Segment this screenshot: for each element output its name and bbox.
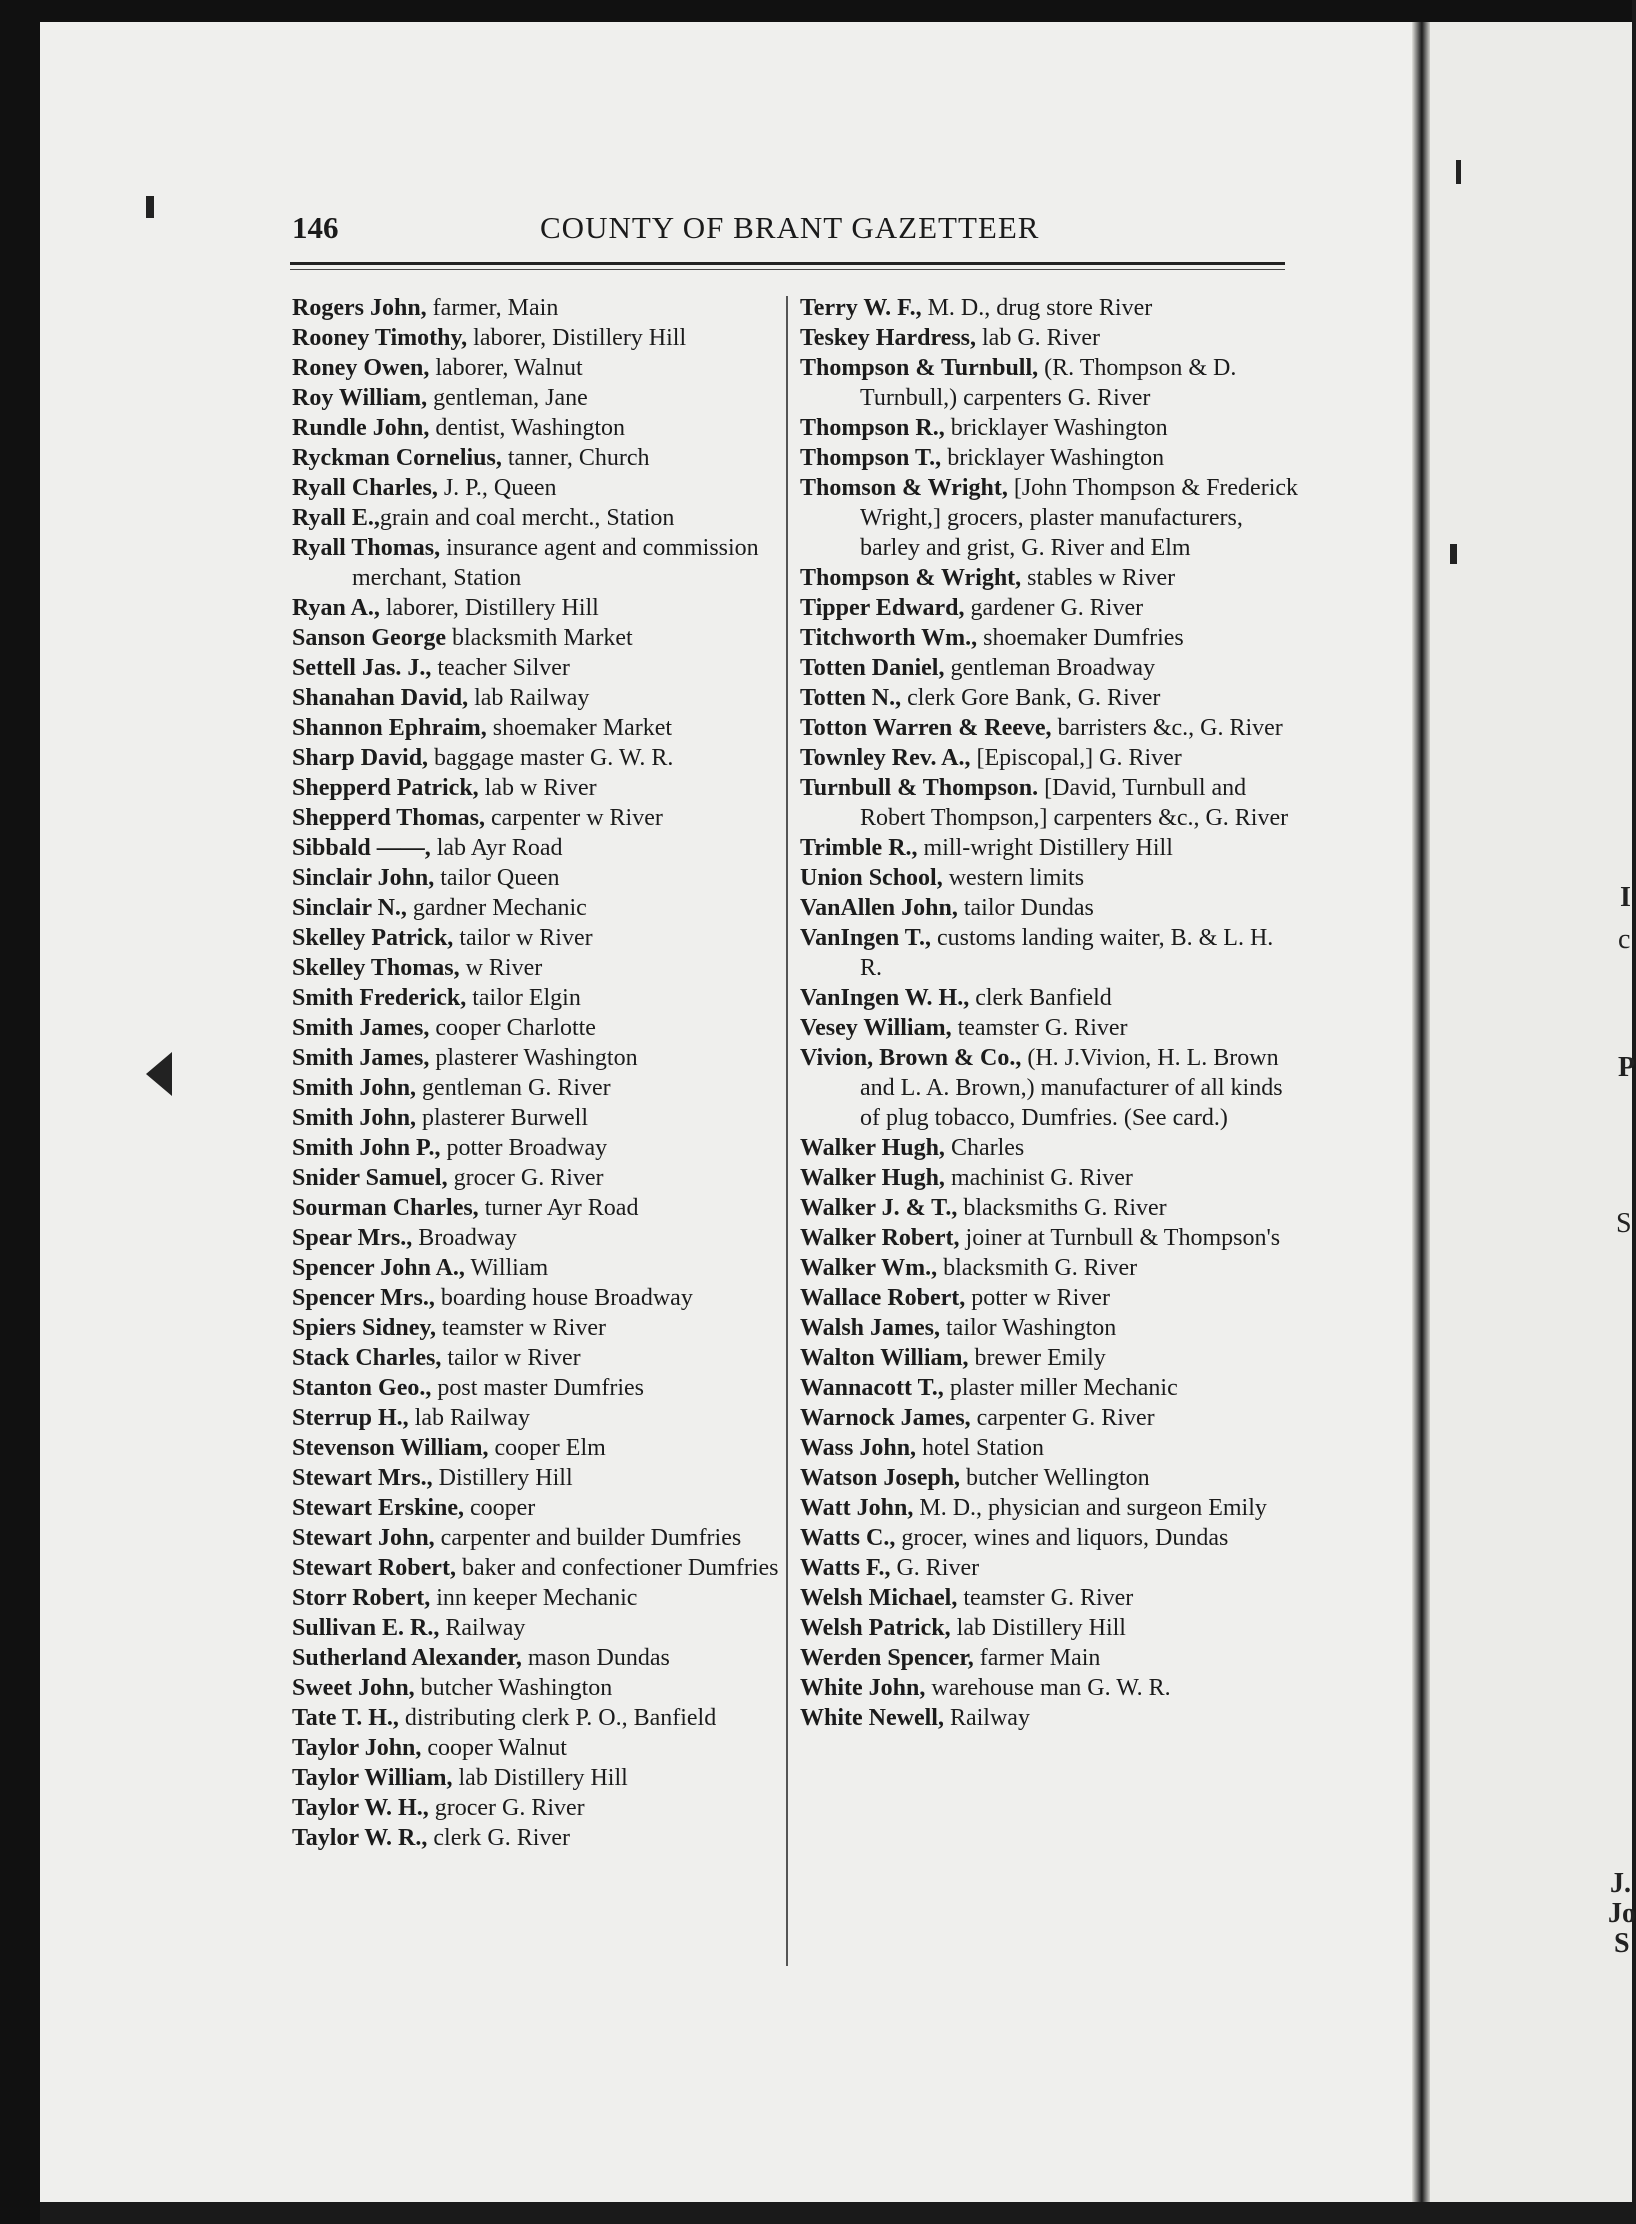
directory-entry: [800, 1343, 1300, 1373]
directory-entry: [292, 1163, 792, 1193]
directory-entry: [800, 743, 1300, 773]
directory-entry: [800, 1643, 1300, 1673]
directory-entry: [800, 923, 1300, 983]
facing-page-fragment: Jo: [1608, 1898, 1636, 1929]
directory-entry: [292, 1613, 792, 1643]
directory-entry: [292, 1013, 792, 1043]
entry-details: farmer, Main: [426, 295, 559, 321]
directory-entry: [292, 1793, 792, 1823]
directory-entry: [800, 1283, 1300, 1313]
entry-details: brewer Emily: [968, 1345, 1106, 1371]
entry-details: clerk Gore Bank, G. River: [901, 685, 1161, 711]
entry-details: dentist, Washington: [429, 415, 626, 441]
directory-entry: [292, 1463, 792, 1493]
entry-name: Snider Samuel,: [292, 1165, 448, 1191]
entry-name: Walton William,: [800, 1345, 969, 1371]
entry-details: laborer, Distillery Hill: [467, 325, 687, 351]
directory-entry: [292, 1073, 792, 1103]
entry-name: Thomson & Wright,: [800, 475, 1008, 501]
entry-details: [Episcopal,] G. River: [970, 745, 1182, 771]
entry-details: cooper Walnut: [421, 1735, 567, 1761]
entry-details: tailor w River: [441, 1345, 581, 1371]
directory-entry: [800, 863, 1300, 893]
entry-details: grocer, wines and liquors, Dundas: [895, 1525, 1229, 1551]
entry-details: stables w River: [1021, 565, 1176, 591]
directory-entry: [292, 713, 792, 743]
entry-details: turner Ayr Road: [478, 1195, 639, 1221]
directory-entry: [292, 653, 792, 683]
directory-entry: [800, 1373, 1300, 1403]
entry-name: Sterrup H.,: [292, 1405, 409, 1431]
directory-column-right: [800, 293, 1300, 1733]
directory-entry: [292, 803, 792, 833]
entry-details: teamster w River: [436, 1315, 606, 1341]
entry-details: blacksmith Market: [446, 625, 633, 651]
entry-details: plaster miller Mechanic: [943, 1375, 1178, 1401]
directory-entry: [292, 1523, 792, 1553]
entry-name: Walker Hugh,: [800, 1135, 945, 1161]
directory-entry: [800, 413, 1300, 443]
entry-name: Spencer John A.,: [292, 1255, 465, 1281]
entry-name: Shannon Ephraim,: [292, 715, 487, 741]
entry-name: Sharp David,: [292, 745, 429, 771]
entry-name: Walker Hugh,: [800, 1165, 945, 1191]
directory-entry: [292, 353, 792, 383]
entry-name: Roney Owen,: [292, 355, 430, 381]
entry-name: Smith Frederick,: [292, 985, 467, 1011]
directory-entry: [800, 1703, 1300, 1733]
directory-entry: [800, 1613, 1300, 1643]
directory-entry: [292, 1433, 792, 1463]
directory-entry: [800, 293, 1300, 323]
entry-name: Totten Daniel,: [800, 655, 945, 681]
entry-details: western limits: [942, 865, 1085, 891]
entry-details: teamster G. River: [957, 1585, 1134, 1611]
entry-name: Spear Mrs.,: [292, 1225, 413, 1251]
facing-page-sliver: [1430, 22, 1636, 2202]
entry-name: Thompson T.,: [800, 445, 942, 471]
entry-name: Shepperd Patrick,: [292, 775, 479, 801]
entry-details: M. D., physician and surgeon Emily: [913, 1495, 1267, 1521]
entry-name: Stanton Geo.,: [292, 1375, 432, 1401]
entry-name: White Newell,: [800, 1705, 944, 1731]
entry-details: butcher Wellington: [960, 1465, 1150, 1491]
directory-entry: [292, 383, 792, 413]
entry-details: grocer G. River: [447, 1165, 604, 1191]
entry-name: Roy William,: [292, 385, 428, 411]
entry-name: Terry W. F.,: [800, 295, 922, 321]
entry-name: Wallace Robert,: [800, 1285, 966, 1311]
entry-details: Railway: [439, 1615, 526, 1641]
entry-details: inn keeper Mechanic: [430, 1585, 638, 1611]
entry-details: insurance agent and commission merchant, Station: [352, 535, 759, 591]
entry-name: White John,: [800, 1675, 926, 1701]
entry-details: tailor Queen: [434, 865, 560, 891]
scan-speck: [1456, 160, 1461, 184]
entry-details: Distillery Hill: [432, 1465, 573, 1491]
entry-details: gentleman, Jane: [427, 385, 588, 411]
entry-details: lab w River: [478, 775, 597, 801]
entry-name: Sanson George: [292, 625, 447, 651]
facing-page-fragment: P: [1618, 1052, 1636, 1083]
directory-entry: [292, 773, 792, 803]
entry-name: Vesey William,: [800, 1015, 952, 1041]
entry-details: mill-wright Distillery Hill: [917, 835, 1173, 861]
entry-name: Warnock James,: [800, 1405, 971, 1431]
facing-page-fragment: c: [1618, 924, 1631, 955]
directory-entry: [292, 743, 792, 773]
directory-entry: [292, 293, 792, 323]
entry-details: bricklayer Washington: [944, 415, 1168, 441]
entry-name: Smith John,: [292, 1075, 417, 1101]
entry-name: Walker Wm.,: [800, 1255, 938, 1281]
entry-name: Trimble R.,: [800, 835, 918, 861]
entry-name: Sutherland Alexander,: [292, 1645, 522, 1671]
entry-name: VanIngen T.,: [800, 925, 931, 951]
entry-details: G. River: [890, 1555, 980, 1581]
entry-name: Ryall Thomas,: [292, 535, 441, 561]
entry-details: cooper Elm: [488, 1435, 606, 1461]
entry-name: Stewart Erskine,: [292, 1495, 464, 1521]
entry-details: barristers &c., G. River: [1051, 715, 1283, 741]
entry-name: Watts C.,: [800, 1525, 896, 1551]
entry-details: baker and confectioner Dumfries: [455, 1555, 779, 1581]
entry-name: Sourman Charles,: [292, 1195, 479, 1221]
entry-details: farmer Main: [973, 1645, 1101, 1671]
entry-details: gardener G. River: [964, 595, 1144, 621]
entry-name: VanIngen W. H.,: [800, 985, 970, 1011]
entry-name: Spencer Mrs.,: [292, 1285, 435, 1311]
entry-name: Totton Warren & Reeve,: [800, 715, 1052, 741]
entry-details: plasterer Burwell: [416, 1105, 588, 1131]
entry-name: Sweet John,: [292, 1675, 415, 1701]
entry-details: gentleman G. River: [416, 1075, 611, 1101]
facing-page-fragment: J.: [1610, 1868, 1631, 1899]
entry-details: [John Thompson & Frederick Wright,] grocers, plaster manufacturers, barley and grist, G. River and Elm: [860, 475, 1299, 561]
entry-name: Spiers Sidney,: [292, 1315, 437, 1341]
directory-entry: [292, 443, 792, 473]
entry-name: Werden Spencer,: [800, 1645, 974, 1671]
entry-name: Ryall E.,: [292, 505, 380, 531]
entry-name: Thompson R.,: [800, 415, 945, 441]
entry-details: cooper Charlotte: [429, 1015, 596, 1041]
directory-entry: [292, 533, 792, 593]
directory-entry: [800, 1403, 1300, 1433]
directory-entry: [800, 773, 1300, 833]
entry-details: Railway: [943, 1705, 1030, 1731]
entry-details: lab Distillery Hill: [950, 1615, 1126, 1641]
directory-entry: [800, 1463, 1300, 1493]
entry-details: tailor Elgin: [466, 985, 581, 1011]
entry-name: Smith John P.,: [292, 1135, 441, 1161]
directory-entry: [800, 893, 1300, 923]
entry-details: lab Ayr Road: [430, 835, 563, 861]
entry-name: Smith John,: [292, 1105, 417, 1131]
directory-entry: [800, 1493, 1300, 1523]
directory-entry: [800, 1553, 1300, 1583]
column-divider: [786, 296, 788, 1966]
entry-name: Townley Rev. A.,: [800, 745, 971, 771]
entry-name: Walsh James,: [800, 1315, 941, 1341]
entry-name: Welsh Michael,: [800, 1585, 958, 1611]
directory-entry: [800, 473, 1300, 563]
scan-border-top: [0, 0, 1632, 22]
entry-name: Totten N.,: [800, 685, 902, 711]
directory-entry: [800, 623, 1300, 653]
entry-details: cooper: [463, 1495, 536, 1521]
entry-details: M. D., drug store River: [921, 295, 1153, 321]
directory-entry: [292, 1313, 792, 1343]
entry-name: Ryall Charles,: [292, 475, 438, 501]
directory-entry: [292, 1253, 792, 1283]
entry-name: VanAllen John,: [800, 895, 958, 921]
directory-entry: [292, 1193, 792, 1223]
directory-entry: [800, 1043, 1300, 1133]
entry-name: Thompson & Turnbull,: [800, 355, 1039, 381]
entry-name: Thompson & Wright,: [800, 565, 1022, 591]
entry-name: Sinclair John,: [292, 865, 435, 891]
facing-page-fragment: I: [1620, 882, 1631, 913]
directory-entry: [800, 983, 1300, 1013]
entry-details: mason Dundas: [521, 1645, 670, 1671]
entry-details: blacksmith G. River: [937, 1255, 1138, 1281]
entry-name: Ryckman Cornelius,: [292, 445, 502, 471]
entry-details: gentleman Broadway: [944, 655, 1156, 681]
entry-details: hotel Station: [916, 1435, 1045, 1461]
directory-entry: [292, 473, 792, 503]
entry-name: Stewart Mrs.,: [292, 1465, 433, 1491]
directory-entry: [800, 1673, 1300, 1703]
entry-details: William: [464, 1255, 549, 1281]
entry-name: Rogers John,: [292, 295, 427, 321]
directory-entry: [800, 1253, 1300, 1283]
directory-entry: [292, 1553, 792, 1583]
entry-details: Charles: [944, 1135, 1025, 1161]
directory-entry: [292, 1673, 792, 1703]
entry-name: Sinclair N.,: [292, 895, 407, 921]
scan-speck: [146, 196, 154, 218]
entry-details: tailor Washington: [940, 1315, 1117, 1341]
directory-entry: [292, 503, 792, 533]
directory-entry: [292, 1223, 792, 1253]
entry-details: boarding house Broadway: [434, 1285, 693, 1311]
entry-details: blacksmiths G. River: [957, 1195, 1167, 1221]
directory-entry: [800, 593, 1300, 623]
entry-name: Wannacott T.,: [800, 1375, 944, 1401]
entry-name: Watts F.,: [800, 1555, 891, 1581]
entry-name: Rundle John,: [292, 415, 430, 441]
entry-details: shoemaker Market: [486, 715, 673, 741]
entry-name: Titchworth Wm.,: [800, 625, 978, 651]
entry-name: Taylor W. H.,: [292, 1795, 429, 1821]
entry-details: laborer, Distillery Hill: [379, 595, 599, 621]
entry-name: Settell Jas. J.,: [292, 655, 432, 681]
directory-entry: [292, 1733, 792, 1763]
entry-details: customs landing waiter, B. & L. H. R.: [860, 925, 1274, 981]
entry-name: Walker J. & T.,: [800, 1195, 958, 1221]
entry-details: tanner, Church: [501, 445, 650, 471]
entry-details: tailor Dundas: [957, 895, 1094, 921]
entry-name: Taylor John,: [292, 1735, 422, 1761]
entry-details: carpenter G. River: [970, 1405, 1155, 1431]
entry-details: post master Dumfries: [431, 1375, 644, 1401]
entry-details: (H. J.Vivion, H. L. Brown and L. A. Brown,) manufacturer of all kinds of plug tobacco, Dumfries. (See card.): [860, 1045, 1283, 1131]
entry-name: Shanahan David,: [292, 685, 469, 711]
entry-name: Sullivan E. R.,: [292, 1615, 440, 1641]
entry-name: Shepperd Thomas,: [292, 805, 485, 831]
entry-details: J. P., Queen: [437, 475, 557, 501]
directory-entry: [292, 1403, 792, 1433]
directory-column-left: [292, 293, 792, 1853]
entry-details: w River: [459, 955, 543, 981]
entry-details: Broadway: [412, 1225, 517, 1251]
directory-entry: [800, 1163, 1300, 1193]
entry-name: Smith James,: [292, 1045, 430, 1071]
entry-details: carpenter and builder Dumfries: [434, 1525, 742, 1551]
directory-entry: [292, 1703, 792, 1733]
header-rule: [290, 262, 1285, 265]
entry-details: distributing clerk P. O., Banfield: [398, 1705, 717, 1731]
entry-details: plasterer Washington: [429, 1045, 638, 1071]
entry-name: Watt John,: [800, 1495, 914, 1521]
entry-details: clerk G. River: [427, 1825, 571, 1851]
entry-details: lab G. River: [976, 325, 1100, 351]
scan-speck: [1450, 544, 1457, 564]
entry-details: clerk Banfield: [969, 985, 1112, 1011]
entry-details: grain and coal mercht., Station: [379, 505, 675, 531]
entry-details: grocer G. River: [428, 1795, 585, 1821]
directory-entry: [292, 593, 792, 623]
entry-details: gardner Mechanic: [406, 895, 587, 921]
directory-entry: [292, 323, 792, 353]
directory-entry: [292, 1103, 792, 1133]
entry-details: lab Railway: [408, 1405, 530, 1431]
directory-entry: [292, 1493, 792, 1523]
directory-entry: [292, 1583, 792, 1613]
entry-name: Storr Robert,: [292, 1585, 431, 1611]
directory-entry: [292, 1823, 792, 1853]
directory-entry: [800, 443, 1300, 473]
entry-name: Watson Joseph,: [800, 1465, 961, 1491]
directory-entry: [800, 833, 1300, 863]
directory-entry: [292, 1283, 792, 1313]
directory-entry: [800, 1223, 1300, 1253]
entry-details: lab Railway: [468, 685, 590, 711]
directory-entry: [292, 1373, 792, 1403]
directory-entry: [292, 623, 792, 653]
entry-details: baggage master G. W. R.: [428, 745, 674, 771]
entry-name: Vivion, Brown & Co.,: [800, 1045, 1022, 1071]
entry-details: potter Broadway: [440, 1135, 608, 1161]
directory-entry: [292, 1343, 792, 1373]
header-rule-thin: [290, 269, 1285, 270]
entry-details: joiner at Turnbull & Thompson's: [959, 1225, 1281, 1251]
directory-entry: [800, 1313, 1300, 1343]
facing-page-fragment: S: [1616, 1208, 1632, 1239]
entry-name: Walker Robert,: [800, 1225, 960, 1251]
entry-details: potter w River: [965, 1285, 1110, 1311]
entry-name: Wass John,: [800, 1435, 917, 1461]
directory-entry: [800, 323, 1300, 353]
entry-name: Sibbald ——,: [292, 835, 431, 861]
page-number: 146: [292, 210, 339, 245]
entry-name: Teskey Hardress,: [800, 325, 977, 351]
entry-name: Rooney Timothy,: [292, 325, 468, 351]
entry-details: teacher Silver: [431, 655, 570, 681]
entry-name: Skelley Thomas,: [292, 955, 460, 981]
entry-name: Stack Charles,: [292, 1345, 442, 1371]
entry-name: Welsh Patrick,: [800, 1615, 951, 1641]
directory-entry: [292, 833, 792, 863]
entry-details: butcher Washington: [414, 1675, 613, 1701]
directory-entry: [292, 953, 792, 983]
entry-details: carpenter w River: [484, 805, 663, 831]
directory-entry: [292, 863, 792, 893]
directory-entry: [292, 1043, 792, 1073]
book-gutter: [1412, 22, 1430, 2202]
entry-name: Stewart Robert,: [292, 1555, 456, 1581]
entry-details: warehouse man G. W. R.: [925, 1675, 1171, 1701]
entry-name: Stevenson William,: [292, 1435, 489, 1461]
directory-entry: [800, 1013, 1300, 1043]
directory-entry: [800, 1523, 1300, 1553]
entry-details: lab Distillery Hill: [452, 1765, 628, 1791]
directory-entry: [800, 683, 1300, 713]
entry-name: Union School,: [800, 865, 943, 891]
directory-entry: [292, 1763, 792, 1793]
entry-name: Tate T. H.,: [292, 1705, 399, 1731]
entry-name: Taylor W. R.,: [292, 1825, 428, 1851]
entry-details: bricklayer Washington: [941, 445, 1165, 471]
facing-page-fragment: S: [1614, 1928, 1630, 1959]
directory-entry: [800, 1193, 1300, 1223]
entry-details: [David, Turnbull and Robert Thompson,] carpenters &c., G. River: [860, 775, 1289, 831]
entry-name: Tipper Edward,: [800, 595, 965, 621]
directory-entry: [292, 683, 792, 713]
entry-details: (R. Thompson & D. Turnbull,) carpenters G. River: [860, 355, 1237, 411]
directory-entry: [292, 893, 792, 923]
directory-entry: [800, 1433, 1300, 1463]
entry-name: Taylor William,: [292, 1765, 453, 1791]
directory-entry: [800, 353, 1300, 413]
directory-entry: [800, 1133, 1300, 1163]
directory-entry: [292, 413, 792, 443]
entry-details: laborer, Walnut: [429, 355, 583, 381]
entry-name: Ryan A.,: [292, 595, 380, 621]
entry-details: teamster G. River: [951, 1015, 1128, 1041]
entry-name: Smith James,: [292, 1015, 430, 1041]
directory-entry: [800, 713, 1300, 743]
directory-entry: [292, 923, 792, 953]
entry-name: Turnbull & Thompson.: [800, 775, 1039, 801]
entry-details: shoemaker Dumfries: [977, 625, 1184, 651]
directory-entry: [292, 1643, 792, 1673]
running-head: COUNTY OF BRANT GAZETTEER: [540, 210, 1040, 245]
scan-border-left: [0, 0, 40, 2224]
entry-details: tailor w River: [453, 925, 593, 951]
directory-entry: [292, 1133, 792, 1163]
entry-details: machinist G. River: [944, 1165, 1133, 1191]
directory-entry: [292, 983, 792, 1013]
directory-entry: [800, 1583, 1300, 1613]
directory-entry: [800, 653, 1300, 683]
directory-entry: [800, 563, 1300, 593]
entry-name: Skelley Patrick,: [292, 925, 454, 951]
entry-name: Stewart John,: [292, 1525, 435, 1551]
